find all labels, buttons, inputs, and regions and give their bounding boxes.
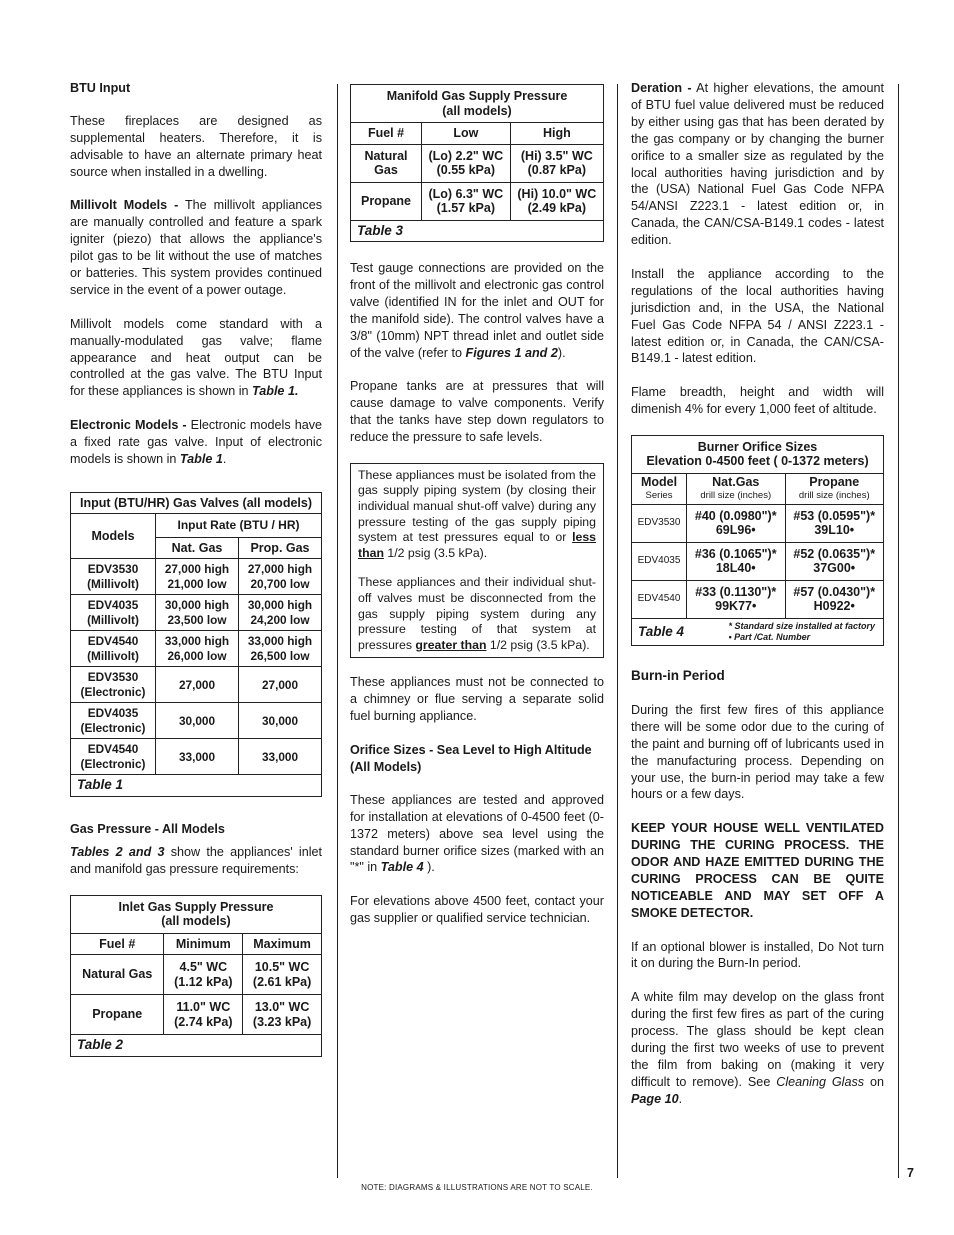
table1-model: EDV3530 bbox=[87, 562, 139, 577]
table-row bbox=[71, 631, 322, 667]
propane-paragraph: Propane tanks are at pressures that will cause damage to valve components. Verify that the tanks have step down regulators to reduce the pressure to safe levels. bbox=[350, 379, 604, 445]
table-row bbox=[632, 542, 884, 580]
electronic-end: . bbox=[222, 451, 227, 466]
table2-col-min: Minimum bbox=[164, 933, 243, 955]
table3-high-kpa: (0.87 kPa) bbox=[527, 163, 587, 177]
table4-col-model-sub: Series bbox=[645, 489, 673, 501]
test-gauge-end: ). bbox=[557, 345, 566, 360]
table1-type: (Millivolt) bbox=[87, 612, 139, 627]
table4-model: EDV3530 bbox=[632, 504, 687, 542]
btu-heading: BTU Input bbox=[70, 81, 131, 95]
table1-nat-low: 26,000 low bbox=[167, 648, 227, 663]
film-on: on bbox=[864, 1074, 885, 1089]
ventilation-warning: KEEP YOUR HOUSE WELL VENTILATED DURING THE CURING PROCESS. THE ODOR AND HAZE EMITTED DURING THE CURING PROCESS CAN BE QUITE NOTICEABLE AND MAY SET OFF A SMOKE DETECTOR. bbox=[631, 821, 884, 920]
table4-prop-size: #53 (0.0595")* bbox=[793, 508, 876, 523]
table1-col-models: Models bbox=[71, 514, 156, 559]
table3-fuel-2: Gas bbox=[374, 163, 398, 177]
table-row bbox=[71, 703, 322, 739]
table1-nat-low: 23,500 low bbox=[167, 612, 227, 627]
table-row bbox=[71, 559, 322, 595]
chimney-paragraph: These appliances must not be connected to a chimney or flue serving a separate solid fuel burning appliance. bbox=[350, 675, 604, 724]
burn-in-paragraph: During the first few fires of this appliance there will be some odor due to the curing of the paint and burning off of lubricants used in the manufacturing process. Depending on your use, the burn-in period may take a few hours or a few days. bbox=[631, 702, 884, 802]
note1-text: These appliances must be isolated from the gas supply piping system (by closing their individual manual shut-off valve) during any pressure testing of the gas supply piping system at test pressures equal to or bbox=[358, 467, 596, 545]
table4-model: EDV4035 bbox=[632, 542, 687, 580]
table4-nat-size: #36 (0.1065")* bbox=[694, 546, 777, 561]
table4-footnote-standard: * Standard size installed at factory bbox=[728, 620, 875, 631]
table1-prop-high: 33,000 high bbox=[247, 634, 313, 649]
table1-col-group: Input Rate (BTU / HR) bbox=[156, 514, 322, 538]
table4-nat-part: 18L40• bbox=[715, 561, 756, 576]
orifice-text: These appliances are tested and approved for installation at elevations of 0-4500 feet (0-1372 meters) above sea level using the standard burner orifice sizes (marked with an "*" in bbox=[350, 792, 604, 875]
table3-col-low: Low bbox=[422, 123, 511, 145]
film-end: . bbox=[678, 1091, 683, 1106]
table-2-inlet-pressure bbox=[70, 895, 322, 1057]
isolation-note-box bbox=[350, 463, 604, 659]
table-row bbox=[71, 955, 322, 995]
isolation-note-1 bbox=[358, 468, 596, 562]
table1-prop-low: 20,700 low bbox=[250, 576, 310, 591]
table4-caption: Table 4 bbox=[638, 623, 685, 639]
table2-subtitle: (all models) bbox=[161, 914, 231, 928]
table1-type: (Millivolt) bbox=[87, 576, 139, 591]
table1-col-prop: Prop. Gas bbox=[239, 537, 322, 559]
table1-prop: 33,000 bbox=[239, 739, 322, 775]
table-row bbox=[632, 504, 884, 542]
table2-col-max: Maximum bbox=[243, 933, 322, 955]
table1-type: (Electronic) bbox=[80, 720, 146, 735]
table-3-manifold-pressure bbox=[350, 84, 604, 242]
figures-reference: Figures 1 and 2 bbox=[465, 345, 558, 360]
burn-in-heading: Burn-in Period bbox=[631, 667, 725, 683]
table1-reference: Table 1. bbox=[252, 384, 299, 399]
table1-prop: 30,000 bbox=[239, 703, 322, 739]
table2-fuel: Propane bbox=[71, 995, 164, 1035]
table-row bbox=[71, 667, 322, 703]
table2-max-kpa: (3.23 kPa) bbox=[252, 1014, 312, 1029]
table3-high-kpa: (2.49 kPa) bbox=[527, 201, 587, 215]
table1-prop-high: 30,000 high bbox=[247, 598, 313, 613]
table1-prop-high: 27,000 high bbox=[247, 562, 313, 577]
table1-type: (Electronic) bbox=[80, 756, 146, 771]
table-row bbox=[351, 182, 604, 220]
table2-caption: Table 2 bbox=[71, 1035, 322, 1057]
table-row bbox=[71, 995, 322, 1035]
film-text: A white film may develop on the glass front during the first few fires as part of the curing process. The glass should be kept clean during the first two weeks of use to prevent the film from baking on (making it very difficult to remove). See bbox=[631, 990, 884, 1089]
table1-type: (Electronic) bbox=[80, 684, 146, 699]
table2-min-kpa: (2.74 kPa) bbox=[174, 1014, 233, 1029]
table3-col-fuel: Fuel # bbox=[351, 123, 422, 145]
table-4-orifice-sizes bbox=[631, 435, 884, 646]
table-row bbox=[632, 580, 884, 618]
electronic-paragraph bbox=[70, 417, 322, 468]
table1-prop-low: 24,200 low bbox=[250, 612, 310, 627]
table1-model: EDV4540 bbox=[87, 634, 139, 649]
table4-title: Burner Orifice Sizes bbox=[697, 439, 818, 454]
isolation-note-2 bbox=[358, 575, 596, 653]
column-1 bbox=[70, 80, 322, 1057]
table1-nat-high: 27,000 high bbox=[164, 562, 230, 577]
install-paragraph: Install the appliance according to the regulations of the local authorities having jurisdiction and, in the USA, the National Fuel Gas Code NFPA 54 / ANSI Z223.1 - latest edition or, in Canada, the CAN/CSA-B149.1 - latest edition. bbox=[631, 266, 884, 366]
table-row bbox=[71, 739, 322, 775]
millivolt-text-2: Millivolt models come standard with a manually-modulated gas valve; flame appearance and heat output can be controlled at the gas valve. The BTU Input for these appliances is shown in bbox=[70, 316, 322, 399]
cleaning-glass-reference: Cleaning Glass bbox=[776, 1074, 865, 1089]
table2-min-wc: 4.5" WC bbox=[179, 960, 228, 974]
table4-footnote-part: • Part /Cat. Number bbox=[728, 631, 811, 642]
table2-max-wc: 13.0" WC bbox=[254, 1000, 310, 1014]
table4-nat-part: 69L96• bbox=[715, 523, 756, 538]
table3-low-kpa: (1.57 kPa) bbox=[436, 201, 496, 215]
table2-min-kpa: (1.12 kPa) bbox=[174, 974, 233, 989]
table1-model: EDV4540 bbox=[87, 742, 139, 757]
gas-pressure-text: show the appliances' inlet and manifold gas pressure requirements: bbox=[70, 844, 323, 876]
deration-text: At higher elevations, the amount of BTU fuel value delivered must be reduced by either using gas that has been derated by the gas company or by changing the burner orifice to a smaller size as regulated by the local authorities having jurisdiction and by the (USA) National Fuel Gas Code NFPA 54/ANSI Z223.1 - latest edition or, in Canada, the CAN/CSA-B149.1 codes - latest edition. bbox=[631, 81, 884, 248]
table4-prop-size: #52 (0.0635")* bbox=[793, 546, 876, 561]
table-1-btu-input bbox=[70, 492, 322, 797]
orifice-heading: Orifice Sizes - Sea Level to High Altitude (All Models) bbox=[350, 742, 592, 774]
millivolt-text: The millivolt appliances are manually controlled and feature a spark igniter (piezo) that allows the appliance's pilot gas to be lit without the use of matches or batteries. This system provides continued service in the event of a power outage. bbox=[70, 198, 323, 297]
table1-caption: Table 1 bbox=[71, 775, 322, 797]
scale-footnote: NOTE: DIAGRAMS & ILLUSTRATIONS ARE NOT TO SCALE. bbox=[361, 1183, 593, 1192]
flame-paragraph: Flame breadth, height and width will dimenish 4% for every 1,000 feet of altitude. bbox=[631, 385, 884, 417]
orifice-end: ). bbox=[423, 860, 435, 875]
gas-pressure-paragraph bbox=[70, 844, 322, 878]
table4-model: EDV4540 bbox=[632, 580, 687, 618]
column-divider-right bbox=[617, 84, 618, 1178]
table3-fuel: Propane bbox=[351, 182, 422, 220]
table2-max-wc: 10.5" WC bbox=[254, 960, 310, 974]
table1-type: (Millivolt) bbox=[87, 648, 139, 663]
table3-low-wc: (Lo) 6.3" WC bbox=[428, 186, 504, 201]
deration-paragraph bbox=[631, 80, 884, 249]
page-10-reference: Page 10 bbox=[631, 1091, 679, 1106]
test-gauge-paragraph bbox=[350, 260, 604, 361]
table2-max-kpa: (2.61 kPa) bbox=[252, 974, 312, 989]
note1-emphasis: less than bbox=[358, 530, 596, 560]
table1-col-nat: Nat. Gas bbox=[156, 537, 239, 559]
note2-end: 1/2 psig (3.5 kPa). bbox=[486, 637, 590, 652]
table4-reference: Table 4 bbox=[380, 860, 424, 875]
table3-fuel: Natural bbox=[364, 148, 408, 163]
note1-end: 1/2 psig (3.5 kPa). bbox=[383, 545, 488, 560]
table4-nat-size: #40 (0.0980")* bbox=[694, 508, 777, 523]
table1-model: EDV4035 bbox=[87, 706, 139, 721]
millivolt-paragraph bbox=[70, 197, 322, 298]
table1-nat: 27,000 bbox=[156, 667, 239, 703]
deration-lead: Deration - bbox=[631, 81, 692, 95]
table1-nat-low: 21,000 low bbox=[167, 576, 227, 591]
table2-min-wc: 11.0" WC bbox=[176, 1000, 231, 1014]
table3-caption: Table 3 bbox=[351, 220, 604, 242]
table4-prop-part: 39L10• bbox=[814, 523, 855, 538]
table3-low-kpa: (0.55 kPa) bbox=[436, 163, 496, 177]
tables-2-3-reference: Tables 2 and 3 bbox=[70, 844, 165, 859]
note2-text: These appliances and their individual shut-off valves must be disconnected from the gas supply piping system during any pressure testing of that system at pressures bbox=[358, 575, 596, 652]
page-number: 7 bbox=[907, 1166, 914, 1180]
table1-prop: 27,000 bbox=[239, 667, 322, 703]
table4-col-prop: Propane bbox=[809, 474, 860, 489]
table1-prop-low: 26,500 low bbox=[250, 648, 310, 663]
table1-model: EDV3530 bbox=[87, 670, 139, 685]
column-divider-left bbox=[337, 84, 338, 1178]
millivolt-lead: Millivolt Models - bbox=[70, 198, 179, 213]
table4-col-prop-sub: drill size (inches) bbox=[798, 489, 870, 501]
orifice-paragraph bbox=[350, 792, 604, 877]
table4-col-nat-sub: drill size (inches) bbox=[700, 489, 772, 501]
table3-low-wc: (Lo) 2.2" WC bbox=[428, 148, 504, 163]
elevation-paragraph: For elevations above 4500 feet, contact your gas supplier or qualified service technician. bbox=[350, 894, 604, 926]
electronic-text: Electronic models have a fixed rate gas valve. Input of electronic models is shown in bbox=[70, 418, 323, 466]
table3-title: Manifold Gas Supply Pressure bbox=[386, 89, 568, 103]
white-film-paragraph bbox=[631, 989, 884, 1107]
gas-pressure-heading: Gas Pressure - All Models bbox=[70, 821, 225, 836]
btu-paragraph: These fireplaces are designed as supplemental heaters. Therefore, it is advisable to have an alternate primary heat source when installed in a dwelling. bbox=[70, 113, 322, 179]
table2-col-fuel: Fuel # bbox=[71, 933, 164, 955]
table4-prop-part: 37G00• bbox=[813, 561, 856, 576]
table1-nat: 33,000 bbox=[156, 739, 239, 775]
table4-col-nat: Nat.Gas bbox=[712, 474, 760, 489]
table1-nat-high: 30,000 high bbox=[164, 598, 230, 613]
table2-fuel: Natural Gas bbox=[71, 955, 164, 995]
table3-high-wc: (Hi) 10.0" WC bbox=[517, 186, 597, 201]
table3-col-high: High bbox=[510, 123, 603, 145]
blower-paragraph: If an optional blower is installed, Do Not turn it on during the Burn-In period. bbox=[631, 939, 884, 971]
note2-emphasis: greater than bbox=[415, 637, 487, 652]
table1-nat: 30,000 bbox=[156, 703, 239, 739]
table3-high-wc: (Hi) 3.5" WC bbox=[520, 148, 593, 163]
table3-subtitle: (all models) bbox=[442, 103, 512, 118]
table1-nat-high: 33,000 high bbox=[164, 634, 230, 649]
column-2 bbox=[350, 84, 604, 944]
table4-caption-row bbox=[632, 618, 884, 645]
table2-title: Inlet Gas Supply Pressure bbox=[118, 899, 274, 914]
test-gauge-text: Test gauge connections are provided on the front of the millivolt and electronic gas control valve (identified IN for the inlet and OUT for the manifold side). The control valves have a 3/8" (10mm) NPT thread inlet and outlet side of the valve (refer to bbox=[350, 261, 604, 360]
column-3 bbox=[631, 80, 884, 1124]
table4-nat-part: 99K77• bbox=[715, 599, 757, 614]
table1-model: EDV4035 bbox=[87, 598, 139, 613]
table-row bbox=[351, 144, 604, 182]
table4-prop-part: H0922• bbox=[813, 599, 855, 614]
table4-col-model: Model bbox=[640, 474, 678, 489]
millivolt-paragraph-2 bbox=[70, 316, 322, 401]
table4-prop-size: #57 (0.0430")* bbox=[793, 584, 876, 599]
table4-nat-size: #33 (0.1130")* bbox=[695, 584, 777, 599]
table4-subtitle: Elevation 0-4500 feet ( 0-1372 meters) bbox=[646, 454, 869, 469]
table-row bbox=[71, 595, 322, 631]
table1-title: Input (BTU/HR) Gas Valves (all models) bbox=[71, 492, 322, 514]
electronic-lead: Electronic Models - bbox=[70, 418, 187, 433]
column-divider-outer bbox=[898, 84, 899, 1178]
table1-reference-2: Table 1 bbox=[179, 451, 223, 466]
